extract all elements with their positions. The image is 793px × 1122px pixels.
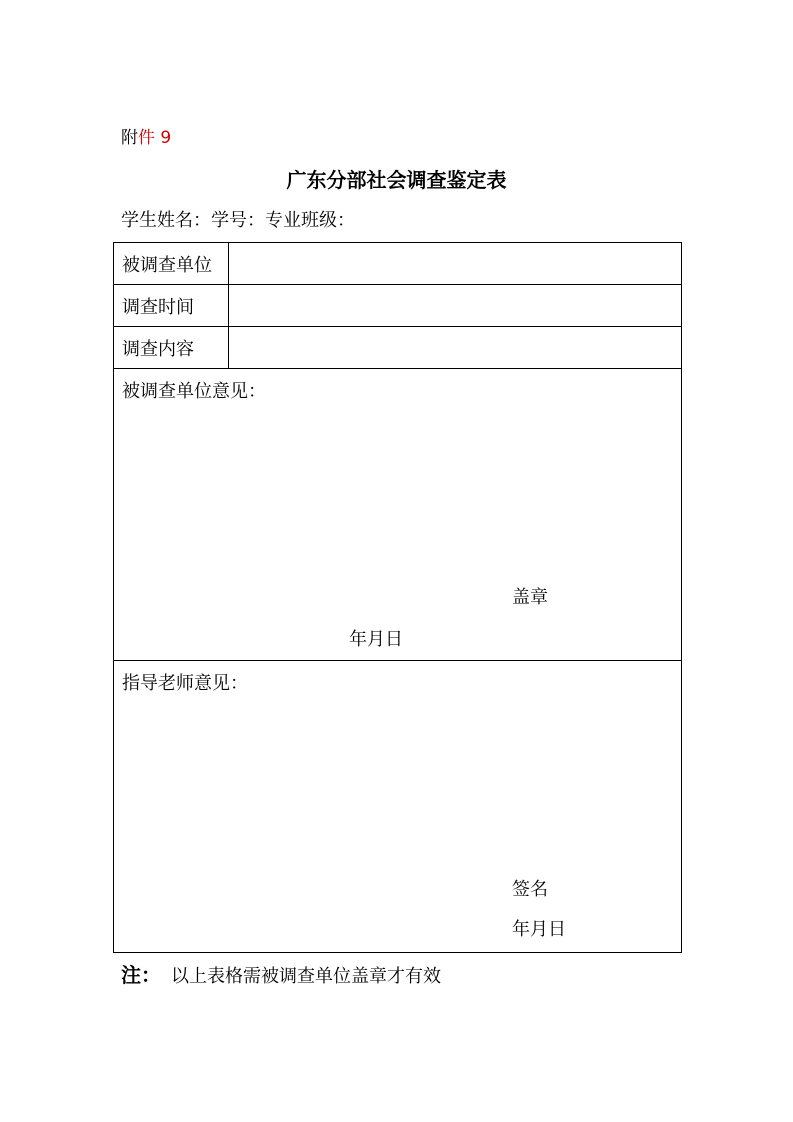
note-mark: 注：: [121, 963, 161, 987]
teacher-opinion-date: 年月日: [512, 919, 566, 940]
table-row: [114, 661, 682, 953]
teacher-opinion-cell[interactable]: [114, 661, 682, 953]
student-info-line: 学生姓名：学号：专业班级：: [121, 210, 355, 231]
seal-label: 盖章: [512, 587, 548, 608]
table-row: [114, 285, 682, 327]
unit-opinion-cell[interactable]: [114, 369, 682, 661]
survey-content-field[interactable]: [229, 327, 682, 369]
row-label-surveyed-unit: 被调查单位: [114, 243, 229, 285]
teacher-opinion-title: 指导老师意见：: [122, 673, 248, 694]
footnote: [121, 962, 441, 990]
page-title: 广东分部社会调查鉴定表: [286, 168, 507, 192]
appraisal-form-table: [113, 242, 682, 953]
signature-label: 签名: [512, 879, 548, 900]
attachment-prefix: 附: [121, 128, 138, 148]
note-text: 以上表格需被调查单位盖章才有效: [171, 966, 441, 987]
table-row: [114, 369, 682, 661]
attachment-label: [121, 127, 171, 149]
unit-opinion-date: 年月日: [349, 629, 403, 650]
table-row: [114, 327, 682, 369]
attachment-number: 件 9: [138, 128, 172, 148]
table-row: [114, 243, 682, 285]
surveyed-unit-field[interactable]: [229, 243, 682, 285]
unit-opinion-title: 被调查单位意见：: [122, 381, 266, 402]
survey-time-field[interactable]: [229, 285, 682, 327]
row-label-survey-content: 调查内容: [114, 327, 229, 369]
row-label-survey-time: 调查时间: [114, 285, 229, 327]
